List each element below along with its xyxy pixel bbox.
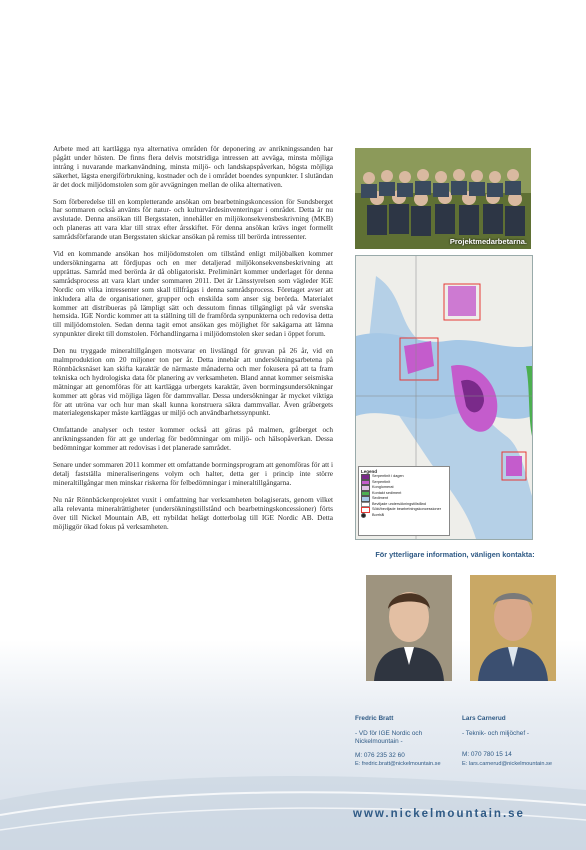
- legend-item: Kontakt sediment: [361, 491, 447, 497]
- map-legend: [358, 466, 450, 536]
- legend-item: Sediment: [361, 496, 447, 502]
- contact-role: - Teknik- och miljöchef -: [462, 730, 530, 738]
- legend-title: Legend: [361, 469, 378, 474]
- legend-item: Sökt/beviljade bearbetningskoncessioner: [361, 507, 447, 513]
- team-photo: [355, 148, 531, 249]
- contact-role: - VD för IGE Nordic och Nickelmountain -: [355, 730, 423, 746]
- paragraph: Arbete med att kartlägga nya alternativa områden för deponering av anrikningssanden har pågått under hösten. De finns flera delvis motstridiga intressen att avväga, minsta möjliga intrång i nuvarande markanvändning, minsta miljö- och landskapspåverkan, högsta möjliga säkerhet, lägsta energiförbrukning, kostnader och de i området boendes synpunkter. I slutändan är det dock miljödomstolen som gör avvägningen mellan de olika alternativen.: [53, 144, 333, 189]
- legend-item: Serpentinit: [361, 480, 447, 486]
- portrait-fredric-bratt: [366, 575, 452, 681]
- paragraph: Omfattande analyser och tester kommer också att göras på malmen, gråberget och anrikningssanden för att ge underlag för bedömningar om miljö- och hälsopåverkan. Dessa bedömningar kommer att redovisas i det planerade samrådet.: [53, 425, 333, 453]
- website-link[interactable]: www.nickelmountain.se: [353, 808, 525, 820]
- contact-name: Lars Carnerud: [462, 715, 506, 722]
- paragraph: Senare under sommaren 2011 kommer ett omfattande borrningsprogram att genomföras för att i detalj fastställa mineraliseringens volym och halter, detta ger i princip inte större mineraltillgångar men minskar riskerna för felbedömningar i mineraltillgångarna.: [53, 460, 333, 487]
- legend-swatch: [361, 507, 370, 513]
- paragraph: Vid en kommande ansökan hos miljödomstolen om tillstånd enligt miljöbalken kommer undersökningarna att fördjupas och en mer detaljerad miljökonsekvensbeskrivning att upprättas. Samråd med berörda är då obligatoriskt. Preliminärt kommer underlaget för denna samrådsprocess att vara klart under sommaren 2011. Det är Länsstyrelsen som vägleder IGE Nordic om vilka intressenter som skall tillfrågas i denna samrådsprocess. Företaget avser att inkludera alla de organisationer, grupper och enskilda som anser sig berörda. Materialet kommer att distribueras på lämpligt sätt och dessutom finnas tillgängligt på vår svenska hemsida. IGE Nordic kommer att ta ställning till de framförda synpunkterna och redovisa detta till miljödomstolen. Sedan denna tagit emot ansökan ges möjlighet för sakägarna att lämna synpunkter direkt till domstolen. Förhandlingarna i miljödomstolen sker sedan i öppet forum.: [53, 249, 333, 339]
- contact-email[interactable]: E: lars.carnerud@nickelmountain.se: [462, 760, 552, 767]
- paragraph: Nu när Rönnbäckenprojektet vuxit i omfattning har verksamheten bolagiserats, genom vilket alla relevanta mineralrättigheter (undersökningstillstånd och bearbetningskoncessioner) förts över till Nickel Mountain AB, ett nybildat helägt dotterbolag till IGE Nordic AB. Detta möjliggör ökad fokus på verksamheten.: [53, 494, 333, 531]
- footer-swoosh: [0, 760, 586, 850]
- legend-item: Beviljade undersökningstillstånd: [361, 502, 447, 508]
- contact-name: Fredric Bratt: [355, 715, 394, 722]
- article-body: [53, 145, 333, 539]
- portrait-lars-carnerud: [470, 575, 556, 681]
- photo-caption: Projektmedarbetarna.: [449, 237, 527, 246]
- contact-phone: M: 076 235 32 60: [355, 751, 405, 759]
- paragraph: Som förberedelse till en kompletterande ansökan om bearbetningskoncession för Sundsberget har sommaren också använts för natur- och kulturvärdesinventeringar i området. Detta är nu avslutade. Denna ansökan till Bergsstaten, innehåller en miljökonsekvensbeskrivning (MKB) och planeras att vara klar till strax efter årsskiftet. För denna ansökan krävs inget formellt samrådsförfarande utan Bergsstaten skickar ansökan på remiss till berörda intressenter.: [53, 196, 333, 242]
- legend-item: Borrhål: [361, 513, 447, 518]
- contact-phone: M: 070 780 15 14: [462, 751, 512, 759]
- geological-map: [355, 255, 533, 540]
- portrait-illustration: [470, 575, 556, 681]
- legend-swatch: [361, 513, 366, 518]
- legend-item: Konglomerat: [361, 485, 447, 491]
- portrait-illustration: [366, 575, 452, 681]
- contact-card: [462, 715, 562, 768]
- legend-item: Serpentinit i dagen: [361, 474, 447, 480]
- contact-email[interactable]: E: fredric.bratt@nickelmountain.se: [355, 760, 441, 767]
- contact-card: [355, 715, 455, 768]
- team-photo-illustration: [355, 148, 531, 249]
- contact-heading: För ytterligare information, vänligen kontakta:: [375, 550, 535, 559]
- paragraph: Den nu tryggade mineraltillgången motsvarar en livslängd för gruvan på 26 år, vid en malmproduktion om 20 miljoner ton per år. Detta innebär att undersökningsarbetena på Rönnbäcksnäset kan skifta karaktär de närmaste månaderna och mer fokusera på att ta fram tekniska och hydrologiska data för planering av verksamheten. Bland annat kommer seismiska mätningar att genomföras för att kartlägga urbergets karaktär, även borrningsundersökningar kommer att göras vid möjliga lägen för dammvallar. Dessa undersökningar är mycket viktiga för att utröna var och hur man skall kunna konstruera säkra dammvallar. Även gråbergets materialegenskaper måste kartläggas ur miljö och användbarhetssynpunkt.: [53, 346, 333, 418]
